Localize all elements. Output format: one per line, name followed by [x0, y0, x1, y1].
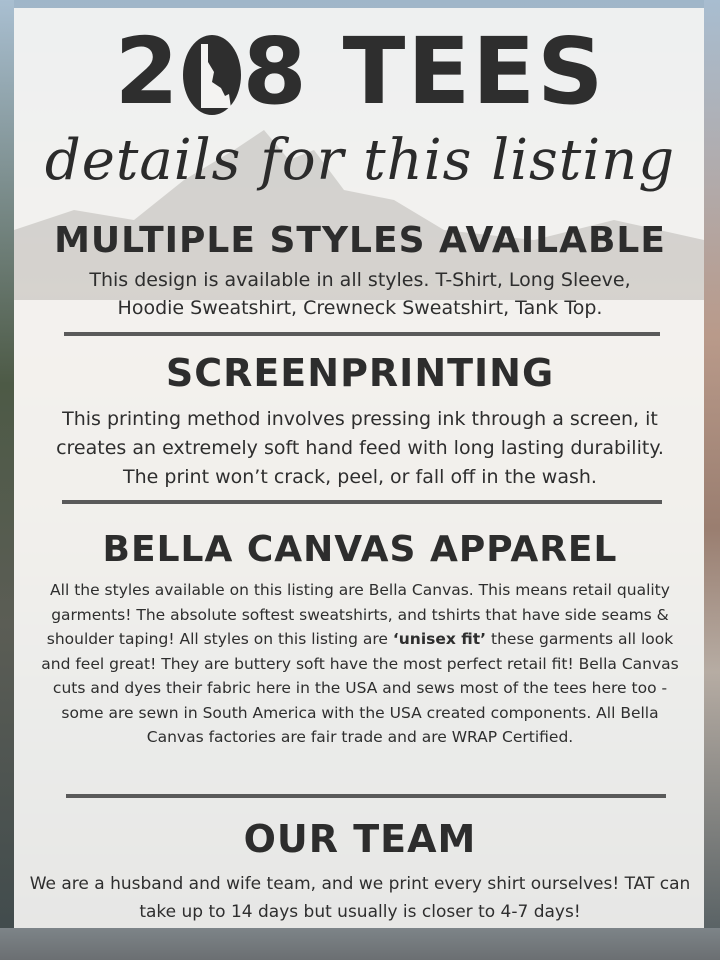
apparel-body-text: All the styles available on this listing are Bella Canvas. This means retail quality garments! The absolute softest sweatshirts, and tshirts that have side seams & shoulder taping! All styles on this listing are — [46, 581, 670, 648]
brand-suffix: 8 TEES — [242, 18, 606, 125]
apparel-heading: BELLA CANVAS APPAREL — [102, 529, 618, 570]
background-lake-edge — [0, 928, 720, 960]
team-body: We are a husband and wife team, and we print every shirt ourselves! TAT can take up to 14 days but usually is closer to 4-7 days! — [29, 874, 691, 922]
styles-heading: MULTIPLE STYLES AVAILABLE — [54, 220, 666, 261]
subtitle-script: details for this listing — [44, 128, 676, 193]
divider-rule — [64, 332, 660, 336]
screenprinting-body: This printing method involves pressing ink through a screen, it creates an extremely soft hand feed with long lasting durability. The print won’t crack, peel, or fall off in the wash. — [56, 408, 664, 488]
brand-prefix: 2 — [114, 18, 181, 125]
divider-rule — [62, 500, 662, 504]
idaho-state-icon — [181, 32, 243, 137]
screenprinting-heading: SCREENPRINTING — [165, 351, 555, 395]
team-heading: OUR TEAM — [243, 817, 477, 861]
apparel-body — [40, 578, 680, 750]
unisex-fit-emphasis: ‘unisex fit’ — [392, 630, 487, 648]
apparel-body-text: these garments all look and feel great! They are buttery soft have the most perfect retail fit! Bella Canvas cuts and dyes their fabric here in the USA and sews most of the tees here too - some are sewn in South America with the USA created components. All Bella Canvas factories are fair trade and are WRAP Certified. — [41, 630, 679, 746]
brand-logo — [0, 18, 720, 137]
divider-rule — [66, 794, 666, 798]
styles-body: This design is available in all styles. T-Shirt, Long Sleeve, Hoodie Sweatshirt, Crewneck Sweatshirt, Tank Top. — [89, 269, 631, 319]
